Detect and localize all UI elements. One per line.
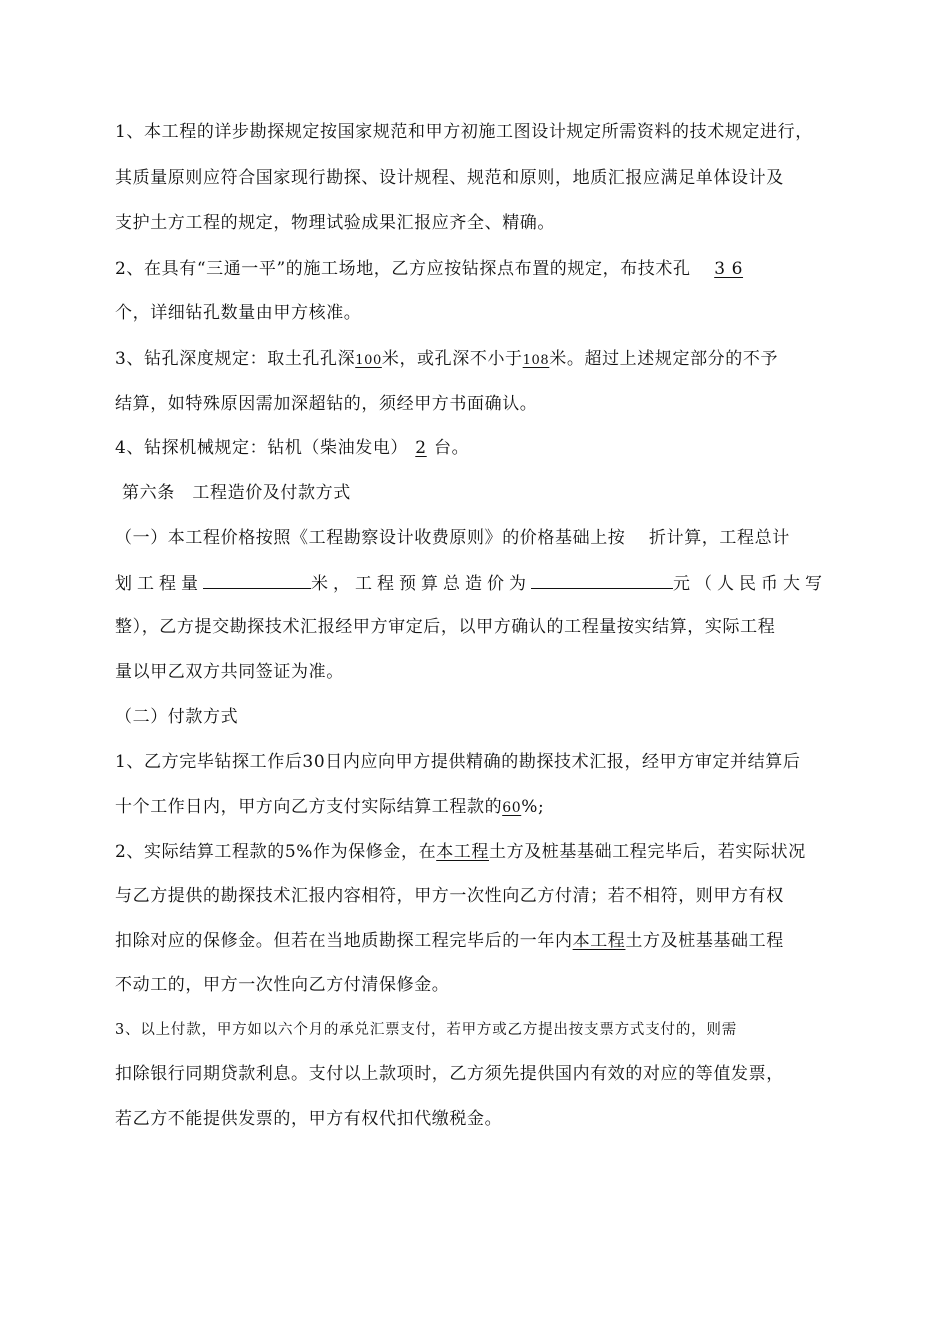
price-para-line-1: （一）本工程价格按照《工程勘察设计收费原则》的价格基础上按 折计算，工程总计 (115, 528, 790, 548)
price-text-c: 元（人民币大写 (673, 574, 827, 594)
payment-2-text-d: 土方及桩基基础工程 (625, 931, 784, 951)
payment-2-text-b: 土方及桩基基础工程完毕后，若实际状况 (489, 842, 806, 862)
total-price-blank (531, 570, 673, 589)
hole-depth-value: 100 (355, 353, 382, 368)
clause-1-line-2: 其质量原则应符合国家现行勘探、设计规程、规范和原则，地质汇报应满足单体设计及 (115, 168, 784, 188)
payment-1-text-a: 十个工作日内，甲方向乙方支付实际结算工程款的 (115, 797, 503, 817)
payment-percent: 60 (502, 800, 522, 816)
clause-3-text-c: 米。超过上述规定部分的不予 (549, 349, 779, 369)
clause-3-text-b: 米，或孔深不小于 (381, 349, 523, 369)
payment-2-line-2: 与乙方提供的勘探技术汇报内容相符，甲方一次性向乙方付清；若不相符，则甲方有权 (115, 886, 784, 906)
payment-3-line-2: 扣除银行同期贷款利息。支付以上款项时，乙方须先提供国内有效的对应的等值发票， (115, 1064, 784, 1084)
payment-2-line-3 (115, 928, 784, 954)
payment-1-line-1: 1、乙方完毕钻探工作后30日内应向甲方提供精确的勘探技术汇报，经甲方审定并结算后 (115, 752, 801, 772)
price-text-a: 划工程量 (115, 574, 203, 594)
clause-1-line-3: 支护土方工程的规定，物理试验成果汇报应齐全、精确。 (115, 213, 555, 233)
clause-4-line (115, 435, 469, 461)
price-para-line-4: 量以甲乙双方共同签证为准。 (115, 662, 344, 682)
clause-2-text: 2、在具有“三通一平”的施工场地，乙方应按钻探点布置的规定，布技术孔 (115, 259, 691, 279)
min-depth-value: 108 (522, 353, 550, 368)
price-para-line-2 (115, 570, 827, 597)
price-text-b: 米，工程预算总造价为 (311, 574, 531, 594)
payment-3-line-3: 若乙方不能提供发票的，甲方有权代扣代缴税金。 (115, 1109, 503, 1129)
clause-2-line-1 (115, 256, 767, 282)
article-6-title: 第六条 工程造价及付款方式 (122, 483, 351, 503)
project-ref-1: 本工程 (436, 842, 489, 862)
hole-count: 3 6 (714, 259, 744, 279)
payment-title: （二）付款方式 (115, 707, 239, 727)
payment-2-text-c: 扣除对应的保修金。但若在当地质勘探工程完毕后的一年内 (115, 931, 573, 951)
clause-4-text-b: 台。 (434, 438, 470, 458)
clause-1-line-1: 1、本工程的详步勘探规定按国家规范和甲方初施工图设计规定所需资料的技术规定进行， (115, 122, 813, 142)
payment-2-line-1 (115, 839, 806, 865)
clause-2-line-2: 个，详细钻孔数量由甲方核准。 (115, 303, 362, 323)
clause-3-text-a: 3、钻孔深度规定：取土孔孔深 (115, 349, 356, 369)
payment-1-text-b: %; (521, 797, 545, 817)
rig-count: 2 (415, 438, 427, 458)
quantity-blank (203, 570, 311, 589)
payment-3-line-1: 3、以上付款，甲方如以六个月的承兑汇票支付，若甲方或乙方提出按支票方式支付的，则需 (115, 1022, 738, 1038)
price-para-line-3: 整），乙方提交勘探技术汇报经甲方审定后，以甲方确认的工程量按实结算，实际工程 (115, 617, 776, 637)
clause-3-line-1 (115, 346, 778, 374)
clause-3-line-2: 结算，如特殊原因需加深超钻的，须经甲方书面确认。 (115, 394, 538, 414)
project-ref-2: 本工程 (572, 931, 626, 951)
payment-2-line-4: 不动工的，甲方一次性向乙方付清保修金。 (115, 975, 450, 995)
clause-4-text-a: 4、钻探机械规定：钻机（柴油发电） (115, 438, 409, 458)
payment-2-text-a: 2、实际结算工程款的5%作为保修金，在 (115, 842, 437, 862)
payment-1-line-2 (115, 794, 544, 821)
